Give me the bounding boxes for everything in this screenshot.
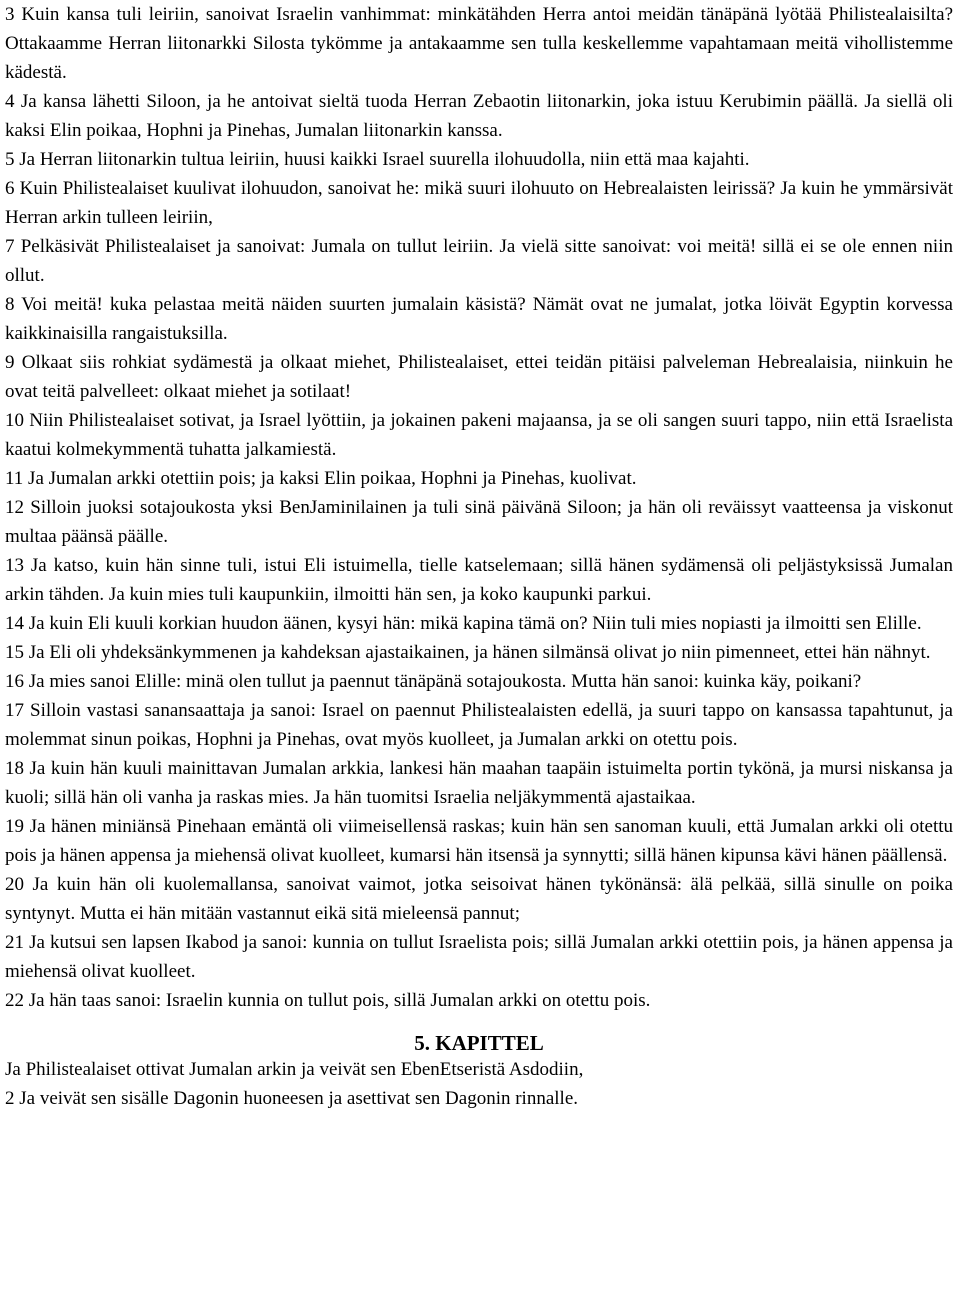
verse-17: 17 Silloin vastasi sanansaattaja ja sanoi: Israel on paennut Philistealaisten edellä, ja suuri tappo on kansassa tapahtunut, ja molemmat sinun poikas, Hophni ja Pinehas, ovat myös kuolleet, ja Jumalan arkki on otettu pois. [5,700,953,750]
verse-4: 4 Ja kansa lähetti Siloon, ja he antoivat sieltä tuoda Herran Zebaotin liitonarkin, joka istuu Kerubimin päällä. Ja siellä oli kaksi Elin poikaa, Hophni ja Pinehas, Jumalan liitonarkin kanssa. [5,91,953,141]
verse-14: 14 Ja kuin Eli kuuli korkian huudon äänen, kysyi hän: mikä kapina tämä on? Niin tuli mies nopiasti ja ilmoitti sen Elille. [5,613,922,634]
verse-7: 7 Pelkäsivät Philistealaiset ja sanoivat: Jumala on tullut leiriin. Ja vielä sitte sanoivat: voi meitä! sillä ei se ole ennen niin ollut. [5,236,953,286]
verse-16: 16 Ja mies sanoi Elille: minä olen tullut ja paennut tänäpänä sotajoukosta. Mutta hän sanoi: kuinka käy, poikani? [5,671,862,692]
chapter-5-verse-1: Ja Philistealaiset ottivat Jumalan arkin ja veivät sen EbenEtseristä Asdodiin, [5,1059,584,1080]
verse-8: 8 Voi meitä! kuka pelastaa meitä näiden suurten jumalain käsistä? Nämät ovat ne jumalat, jotka löivät Egyptin korvessa kaikkinaisilla rangaistuksilla. [5,294,953,344]
verse-5: 5 Ja Herran liitonarkin tultua leiriin, huusi kaikki Israel suurella ilohuudolla, niin että maa kajahti. [5,149,750,170]
verse-15: 15 Ja Eli oli yhdeksänkymmenen ja kahdeksan ajastaikainen, ja hänen silmänsä olivat jo niin pimenneet, ettei hän nähnyt. [5,642,931,663]
chapter-4-verses [5,0,953,1015]
chapter-5-verses [5,1055,953,1113]
verse-21: 21 Ja kutsui sen lapsen Ikabod ja sanoi: kunnia on tullut Israelista pois; sillä Jumalan arkki otettiin pois, ja hänen appensa ja miehensä olivat kuolleet. [5,932,953,982]
verse-13: 13 Ja katso, kuin hän sinne tuli, istui Eli istuimella, tielle katselemaan; sillä hänen sydämensä oli peljästyksissä Jumalan arkin tähden. Ja kuin mies tuli kaupunkiin, ilmoitti hän sen, ja koko kaupunki parkui. [5,555,953,605]
verse-9: 9 Olkaat siis rohkiat sydämestä ja olkaat miehet, Philistealaiset, ettei teidän pitäisi palveleman Hebrealaisia, niinkuin he ovat teitä palvelleet: olkaat miehet ja sotilaat! [5,352,953,402]
verse-3: 3 Kuin kansa tuli leiriin, sanoivat Israelin vanhimmat: minkätähden Herra antoi meidän tänäpänä lyötää Philistealaisilta? Ottakaamme Herran liitonarkki Silosta tykömme ja antakaamme sen tulla keskellemme vapahtamaan meitä vihollistemme kädestä. [5,4,953,83]
verse-11: 11 Ja Jumalan arkki otettiin pois; ja kaksi Elin poikaa, Hophni ja Pinehas, kuolivat. [5,468,637,489]
verse-6: 6 Kuin Philistealaiset kuulivat ilohuudon, sanoivat he: mikä suuri ilohuuto on Hebrealaisten leirissä? Ja kuin he ymmärsivät Herran arkin tulleen leiriin, [5,178,953,228]
verse-22: 22 Ja hän taas sanoi: Israelin kunnia on tullut pois, sillä Jumalan arkki on otettu pois. [5,990,651,1011]
verse-19: 19 Ja hänen miniänsä Pinehaan emäntä oli viimeisellensä raskas; kuin hän sen sanoman kuuli, että Jumalan arkki oli otettu pois ja hänen appensa ja miehensä olivat kuolleet, kumarsi hän itsensä ja synnytti; sillä hänen kipunsa kävi hänen päällensä. [5,816,953,866]
verse-20: 20 Ja kuin hän oli kuolemallansa, sanoivat vaimot, jotka seisoivat hänen tykönänsä: älä pelkää, sillä sinulle on poika syntynyt. Mutta ei hän mitään vastannut eikä sitä mieleensä pannut; [5,874,953,924]
verse-12: 12 Silloin juoksi sotajoukosta yksi BenJaminilainen ja tuli sinä päivänä Siloon; ja hän oli reväissyt vaatteensa ja viskonut multaa päänsä päälle. [5,497,953,547]
chapter-5-verse-2: 2 Ja veivät sen sisälle Dagonin huoneesen ja asettivat sen Dagonin rinnalle. [5,1088,579,1109]
verse-18: 18 Ja kuin hän kuuli mainittavan Jumalan arkkia, lankesi hän maahan taapäin istuimelta portin tykönä, ja mursi niskansa ja kuoli; sillä hän oli vanha ja raskas mies. Ja hän tuomitsi Israelia neljäkymmentä ajastaikaa. [5,758,953,808]
verse-10: 10 Niin Philistealaiset sotivat, ja Israel lyöttiin, ja jokainen pakeni majaansa, ja se oli sangen suuri tappo, niin että Israelista kaatui kolmekymmentä tuhatta jalkamiestä. [5,410,953,460]
chapter-heading: 5. KAPITTEL [414,1031,544,1055]
